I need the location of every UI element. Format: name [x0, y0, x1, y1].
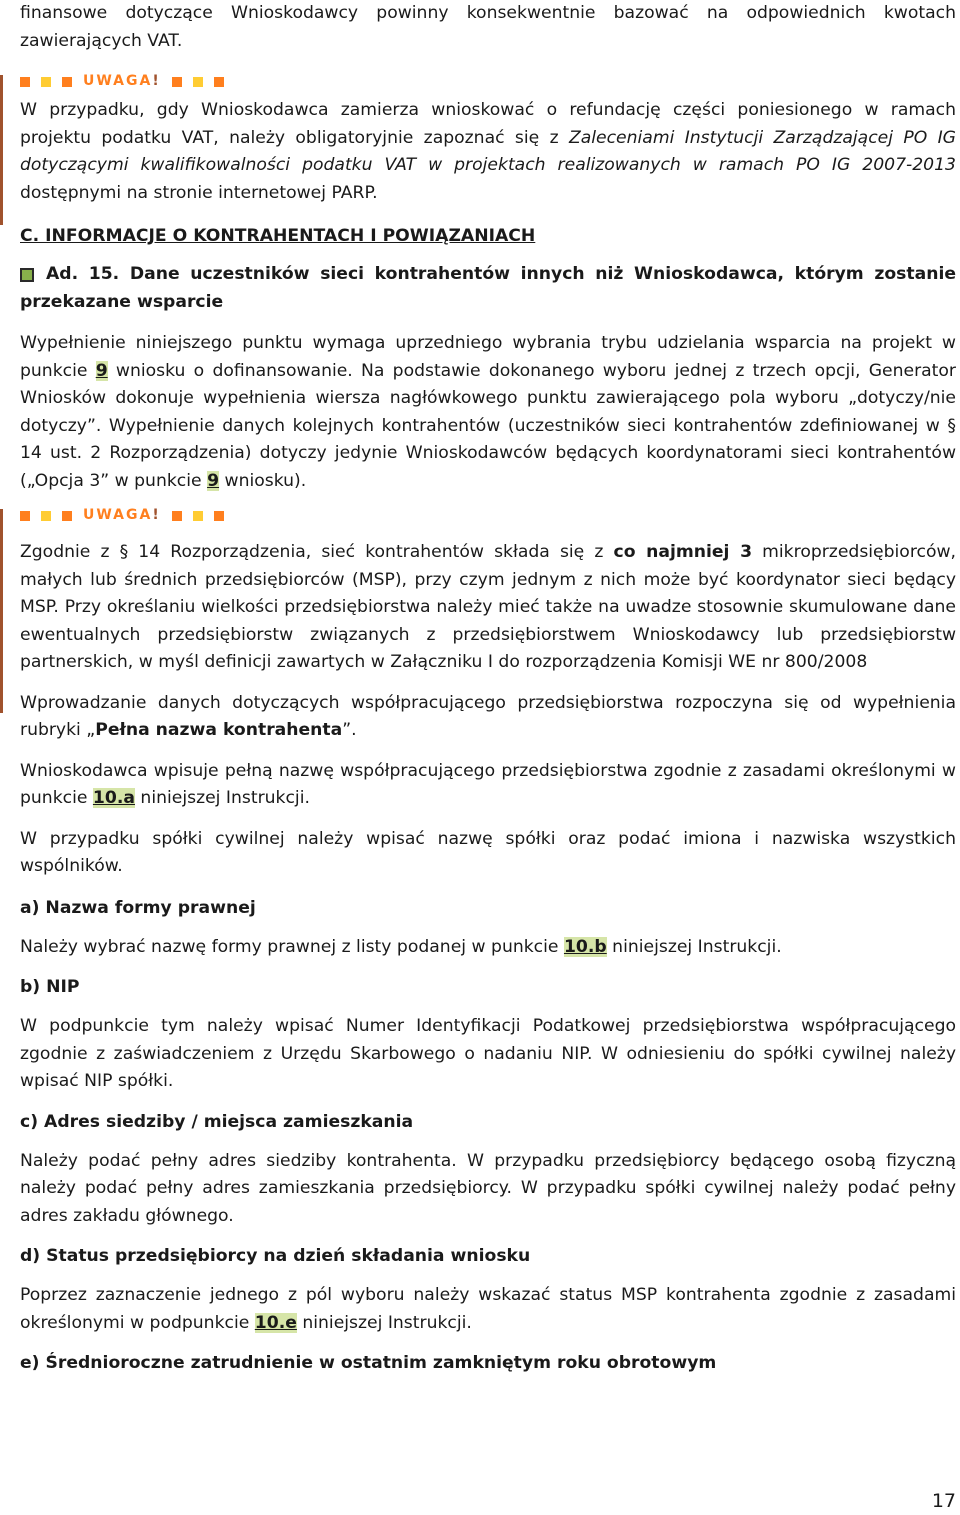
reference-link[interactable]: 9	[207, 470, 220, 491]
warning-square-icon	[172, 511, 182, 521]
reference-link[interactable]: 10.e	[254, 1312, 297, 1333]
warning-square-icon	[214, 77, 224, 87]
paragraph-civil-partnership: W przypadku spółki cywilnej należy wpisać nazwę spółki oraz podać imiona i nazwiska wszystkich wspólników.	[20, 828, 956, 876]
warning-square-icon	[214, 511, 224, 521]
warning-label: UWAGA!	[83, 507, 161, 524]
warning-side-bar	[0, 509, 3, 713]
section-heading: C. INFORMACJE O KONTRAHENTACH I POWIĄZANIACH	[20, 226, 536, 246]
reference-link[interactable]: 10.b	[563, 936, 607, 957]
item-a-text: Należy wybrać nazwę formy prawnej z listy podanej w punkcie 10.b niniejszej Instrukcji.	[20, 936, 782, 957]
warning-square-icon	[20, 511, 30, 521]
reference-link[interactable]: 9	[95, 360, 108, 381]
warning-square-icon	[41, 77, 51, 87]
warning-square-icon	[193, 511, 203, 521]
warning-side-bar	[0, 75, 3, 225]
paragraph-full-name: Wprowadzanie danych dotyczących współpracującego przedsiębiorstwa rozpoczyna się od wypełnienia rubryki „Pełna nazwa kontrahenta”.	[20, 692, 956, 740]
paragraph-enter-name: Wnioskodawca wpisuje pełną nazwę współpracującego przedsiębiorstwa zgodnie z zasadami określonymi w punkcie 10.a niniejszej Instrukcji.	[20, 760, 956, 808]
item-c-text: Należy podać pełny adres siedziby kontrahenta. W przypadku przedsiębiorcy będącego osobą fizyczną należy podać pełny adres zamieszkania przedsiębiorcy. W przypadku spółki cywilnej należy podać pełny adres zakładu głównego.	[20, 1150, 956, 1226]
ad15-heading: Ad. 15. Dane uczestników sieci kontrahentów innych niż Wnioskodawca, którym zostanie przekazane wsparcie	[20, 264, 956, 312]
warning-label: UWAGA!	[83, 73, 161, 90]
warning-square-icon	[20, 77, 30, 87]
item-c-heading: c) Adres siedziby / miejsca zamieszkania	[20, 1111, 414, 1132]
intro-paragraph: finansowe dotyczące Wnioskodawcy powinny konsekwentnie bazować na odpowiednich kwotach zawierających VAT.	[20, 3, 956, 51]
page-number: 17	[931, 1490, 956, 1512]
item-b-heading: b) NIP	[20, 977, 80, 997]
warning-block-network	[20, 503, 956, 677]
warning-square-icon	[193, 77, 203, 87]
item-e-heading: e) Średnioroczne zatrudnienie w ostatnim zamkniętym roku obrotowym	[20, 1353, 717, 1373]
warning-text: Zgodnie z § 14 Rozporządzenia, sieć kontrahentów składa się z co najmniej 3 mikroprzedsiębiorców, małych lub średnich przedsiębiorców (MSP), przy czym jednym z nich może być koordynator sieci będący MSP. Przy określaniu wielkości przedsiębiorstwa należy mieć także na uwadze stosownie skumulowane dane ewentualnych przedsiębiorstw związanych z przedsiębiorstwem Wnioskodawcy lub przedsiębiorstw partnerskich, w myśl definicji zawartych w Załączniku I do rozporządzenia Komisji WE nr 800/2008	[20, 542, 956, 672]
document-page	[20, 0, 956, 1377]
bullet-square-icon	[20, 268, 34, 282]
warning-square-icon	[41, 511, 51, 521]
item-d-heading: d) Status przedsiębiorcy na dzień składania wniosku	[20, 1246, 531, 1266]
warning-block-vat	[20, 69, 956, 207]
warning-header	[20, 503, 956, 529]
item-a-heading: a) Nazwa formy prawnej	[20, 897, 256, 918]
warning-text: W przypadku, gdy Wnioskodawca zamierza wnioskować o refundację części poniesionego w ramach projektu podatku VAT, należy obligatoryjnie zapoznać się z Zaleceniami Instytucji Zarządzającej PO IG dotyczącymi kwalifikowalności podatku VAT w projektach realizowanych w ramach PO IG 2007-2013 dostępnymi na stronie internetowej PARP.	[20, 100, 957, 203]
ad15-paragraph: Wypełnienie niniejszego punktu wymaga uprzedniego wybrania trybu udzielania wsparcia na projekt w punkcie 9 wniosku o dofinansowanie. Na podstawie dokonanego wyboru jednej z trzech opcji, Generator Wniosków dokonuje wypełnienia wiersza nagłówkowego punktu zawierającego pola wyboru „dotyczy/nie dotyczy”. Wypełnienie danych kolejnych kontrahentów (uczestników sieci kontrahentów zdefiniowanej w § 14 ust. 2 Rozporządzenia) dotyczy jedynie Wnioskodawców będących koordynatorami sieci kontrahentów („Opcja 3” w punkcie 9 wniosku).	[20, 333, 956, 491]
reference-link[interactable]: 10.a	[92, 788, 135, 808]
warning-square-icon	[172, 77, 182, 87]
warning-square-icon	[62, 77, 72, 87]
item-b-text: W podpunkcie tym należy wpisać Numer Identyfikacji Podatkowej przedsiębiorstwa współpracującego zgodnie z zaświadczeniem z Urzędu Skarbowego o nadaniu NIP. W odniesieniu do spółki cywilnej należy wpisać NIP spółki.	[20, 1016, 956, 1091]
warning-header	[20, 69, 956, 95]
item-d-text: Poprzez zaznaczenie jednego z pól wyboru należy wskazać status MSP kontrahenta zgodnie z zasadami określonymi w podpunkcie 10.e niniejszej Instrukcji.	[20, 1285, 956, 1333]
warning-square-icon	[62, 511, 72, 521]
